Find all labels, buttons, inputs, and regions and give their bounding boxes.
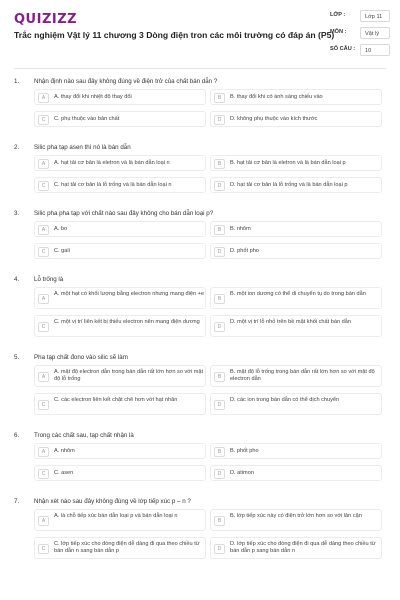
option-text: B. phốt pho <box>230 448 259 454</box>
option-text: D. một vị trí lỗ nhỏ trên bề mặt khối chất bán dẫn <box>230 319 351 325</box>
question-block <box>0 142 400 199</box>
option-letter-badge: B <box>214 372 225 382</box>
option-letter-badge: B <box>214 93 225 103</box>
option-letter-badge: D <box>214 322 225 332</box>
option-text: B. nhôm <box>230 226 251 232</box>
question-number: 5. <box>14 354 20 361</box>
option-letter-badge: B <box>214 225 225 235</box>
question-block <box>0 274 400 343</box>
option-text: D. phốt pho <box>230 248 259 254</box>
question-block <box>0 76 400 133</box>
option-text: C. lớp tiếp xúc cho dòng điện dễ dàng đi qua theo chiều từ bán dẫn n sang bán dẫn p <box>54 541 200 554</box>
question-header <box>0 142 400 155</box>
worksheet-title: Trắc nghiệm Vật lý 11 chương 3 Dòng điện tron các môi trường có đáp án (P5) <box>14 30 335 40</box>
option-text: B. lớp tiếp xúc này có điện trở lớn hơn so với lân cận <box>230 513 362 519</box>
option-letter-badge: A <box>38 447 49 457</box>
option-text: C. gali <box>54 248 70 254</box>
question-header <box>0 274 400 287</box>
option-text: A. thay đổi khi nhiệt độ thay đổi <box>54 94 132 100</box>
question-number: 7. <box>14 498 20 505</box>
question-text: Silic pha pha tạp với chất nào sau đây không cho bán dẫn loại p? <box>34 210 214 217</box>
meta-label: SỐ CÂU : <box>330 46 356 52</box>
option-letter-badge: B <box>214 159 225 169</box>
option-letter-badge: A <box>38 516 49 526</box>
option-letter-badge: A <box>38 159 49 169</box>
answer-options <box>34 365 386 421</box>
answer-option[interactable] <box>210 221 382 237</box>
option-text: A. hạt tải cơ bản là eletron và là bán dẫn loại n <box>54 160 170 166</box>
meta-value-box: 10 <box>360 44 390 56</box>
answer-option[interactable] <box>210 365 382 387</box>
question-number: 2. <box>14 144 20 151</box>
option-letter-badge: A <box>38 93 49 103</box>
question-block <box>0 430 400 487</box>
question-number: 3. <box>14 210 20 217</box>
answer-option[interactable] <box>34 315 206 337</box>
option-text: D. lớp tiếp xúc cho dòng điện đi qua dễ dàng theo chiều từ bán dẫn p sang bán dẫn n <box>230 541 376 554</box>
option-text: C. hạt tải cơ bản là lỗ trống và là bán dẫn loại n <box>54 182 172 188</box>
option-text: C. các electron liên kết chặt chẽ hơn với hạt nhân <box>54 397 178 403</box>
option-letter-badge: B <box>214 294 225 304</box>
question-header <box>0 430 400 443</box>
option-text: D. các ion trong bán dẫn có thể dịch chuyển <box>230 397 340 403</box>
option-text: D. atimon <box>230 470 254 476</box>
question-text: Nhận xét nào sau đây không đúng về lớp tiếp xúc p – n ? <box>34 498 191 505</box>
option-text: A. mật độ electron dẫn trong bán dẫn rất lớn hơn so với mật độ lỗ trống <box>54 369 204 382</box>
answer-option[interactable] <box>210 243 382 259</box>
option-letter-badge: A <box>38 225 49 235</box>
answer-option[interactable] <box>34 221 206 237</box>
question-number: 6. <box>14 432 20 439</box>
option-letter-badge: D <box>214 544 225 554</box>
answer-option[interactable] <box>34 465 206 481</box>
answer-options <box>34 221 386 265</box>
answer-option[interactable] <box>34 177 206 193</box>
option-text: A. bo <box>54 226 68 232</box>
answer-option[interactable] <box>34 443 206 459</box>
answer-option[interactable] <box>210 393 382 415</box>
meta-row-class <box>300 10 392 24</box>
answer-option[interactable] <box>210 287 382 309</box>
meta-row-count <box>300 44 392 58</box>
answer-options <box>34 155 386 199</box>
quizizz-logo: QUIZIZZ <box>14 12 78 27</box>
option-text: C. một vị trí liên kết bị thiếu electron nên mang điện dương <box>54 319 200 325</box>
option-letter-badge: A <box>38 294 49 304</box>
question-header <box>0 496 400 509</box>
question-block <box>0 208 400 265</box>
answer-option[interactable] <box>210 465 382 481</box>
answer-option[interactable] <box>210 155 382 171</box>
answer-option[interactable] <box>210 315 382 337</box>
worksheet-header <box>0 0 400 72</box>
answer-option[interactable] <box>34 393 206 415</box>
answer-options <box>34 287 386 343</box>
question-number: 4. <box>14 276 20 283</box>
option-letter-badge: C <box>38 400 49 410</box>
question-number: 1. <box>14 78 20 85</box>
meta-label: MÔN : <box>330 29 347 35</box>
answer-option[interactable] <box>34 111 206 127</box>
question-block <box>0 496 400 565</box>
option-text: B. thay đổi khi có ánh sáng chiếu vào <box>230 94 323 100</box>
option-text: B. một ion dương có thể di chuyển tụ do trong bán dẫn <box>230 291 366 297</box>
answer-option[interactable] <box>34 89 206 105</box>
question-text: Trong các chất sau, tạp chất nhận là <box>34 432 134 439</box>
question-header <box>0 352 400 365</box>
answer-options <box>34 443 386 487</box>
answer-option[interactable] <box>210 537 382 559</box>
meta-panel <box>300 10 392 61</box>
answer-option[interactable] <box>210 111 382 127</box>
answer-option[interactable] <box>210 177 382 193</box>
question-block <box>0 352 400 421</box>
option-letter-badge: C <box>38 544 49 554</box>
answer-option[interactable] <box>210 443 382 459</box>
option-letter-badge: D <box>214 400 225 410</box>
answer-option[interactable] <box>34 155 206 171</box>
meta-value-box: Vật lý <box>360 27 390 39</box>
header-divider <box>14 68 386 69</box>
question-text: Pha tạp chất đono vào silic sẽ làm <box>34 354 128 361</box>
option-letter-badge: C <box>38 247 49 257</box>
option-letter-badge: D <box>214 469 225 479</box>
option-text: C. phụ thuộc vào bản chất <box>54 116 120 122</box>
question-text: Lỗ trống là <box>34 276 64 283</box>
option-text: D. hạt tải cơ bản là lỗ trống và là bán dẫn loại p <box>230 182 348 188</box>
meta-value-box: Lớp 11 <box>360 10 390 22</box>
option-text: C. asen <box>54 470 74 476</box>
option-letter-badge: C <box>38 322 49 332</box>
answer-option[interactable] <box>34 537 206 559</box>
question-header <box>0 76 400 89</box>
option-text: B. mật độ lỗ trống trong bán dẫn rất lớn hơn so với mật độ electron dẫn <box>230 369 375 382</box>
question-list <box>0 76 400 574</box>
answer-option[interactable] <box>34 287 206 309</box>
option-letter-badge: B <box>214 516 225 526</box>
question-text: Nhận định nào sau đây không đúng về điện trở của chất bán dẫn ? <box>34 78 218 85</box>
answer-options <box>34 509 386 565</box>
option-text: D. không phụ thuộc vào kích thước <box>230 116 318 122</box>
answer-options <box>34 89 386 133</box>
answer-option[interactable] <box>210 89 382 105</box>
meta-row-subject <box>300 27 392 41</box>
answer-option[interactable] <box>34 365 206 387</box>
answer-option[interactable] <box>34 509 206 531</box>
option-text: A. là chỗ tiếp xúc bán dẫn loại p và bán dẫn loại n <box>54 513 178 519</box>
answer-option[interactable] <box>210 509 382 531</box>
option-text: A. nhôm <box>54 448 75 454</box>
option-text: A. một hạt có khối lượng bằng electron nhưng mang điện +e <box>54 291 205 297</box>
meta-label: LỚP : <box>330 12 346 18</box>
option-letter-badge: C <box>38 115 49 125</box>
question-header <box>0 208 400 221</box>
option-letter-badge: B <box>214 447 225 457</box>
option-letter-badge: D <box>214 115 225 125</box>
option-text: B. hạt tải cơ bản là eletron và là bán dẫn loại p <box>230 160 346 166</box>
option-letter-badge: A <box>38 372 49 382</box>
option-letter-badge: D <box>214 247 225 257</box>
option-letter-badge: C <box>38 181 49 191</box>
question-text: Silic pha tạp asen thì nó là bán dẫn <box>34 144 131 151</box>
option-letter-badge: C <box>38 469 49 479</box>
answer-option[interactable] <box>34 243 206 259</box>
option-letter-badge: D <box>214 181 225 191</box>
